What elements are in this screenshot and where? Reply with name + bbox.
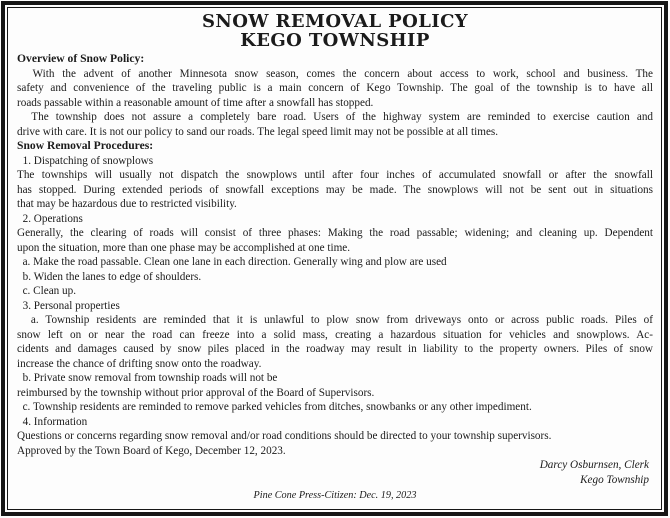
list-item-2c: c. Clean up. [17, 285, 77, 297]
policy-line: that may be hazardous due to restricted visibility. [17, 198, 237, 210]
section-heading-procedures: Snow Removal Procedures: [17, 139, 154, 152]
section-heading-overview: Overview of Snow Policy: [17, 52, 145, 65]
policy-line: upon the situation, more than one phase may be accomplished at one time. [17, 241, 351, 254]
policy-line: has stopped. During extended periods of snowfall exceptions may be made. The snowplows will not be sent out in situations [17, 183, 653, 196]
policy-line: With the advent of another Minnesota snow season, comes the concern about access to work, school and business. The [17, 67, 653, 80]
list-item-3b: b. Private snow removal from township roads will not be [17, 372, 278, 384]
list-item-3c: c. Township residents are reminded to remove parked vehicles from ditches, snowbanks or any other impediment. [17, 401, 532, 413]
notice-inner-border [7, 7, 662, 510]
policy-line: The townships will usually not dispatch the snowplows until after four inches of accumulated snowfall or after the snowfall [17, 169, 653, 181]
list-item-3a: a. Township residents are reminded that it is unlawful to plow snow from driveways onto or across public roads. Piles of [17, 314, 653, 326]
list-item-2b: b. Widen the lanes to edge of shoulders. [17, 270, 202, 283]
policy-line: snow left on or near the road can freeze into a solid mass, creating a hazardous situation for vehicles and snowplows. Ac- [17, 328, 653, 341]
policy-line: The township does not assure a completely bare road. Users of the highway system are reminded to exercise caution and [17, 111, 654, 123]
publication-credit: Pine Cone Press-Citizen: Dec. 19, 2023 [253, 490, 417, 501]
policy-line: Generally, the clearing of roads will consist of three phases: Making the road passable; widening; and cleaning up. Dependent [17, 227, 653, 239]
notice-title-line-1: SNOW REMOVAL POLICY [201, 11, 469, 32]
policy-line: reimbursed by the township without prior approval of the Board of Supervisors. [17, 386, 375, 399]
list-item-3: 3. Personal properties [17, 299, 120, 312]
policy-line: increase the chance of drifting snow onto the roadway. [17, 357, 262, 370]
policy-line: safety and convenience of the traveling public is a main concern of Kego Township. The goal of the township is to have all [17, 82, 653, 94]
approval-line: Approved by the Town Board of Kego, December 12, 2023. [17, 444, 286, 457]
notice-outer-border [1, 1, 668, 516]
policy-body [17, 52, 653, 503]
list-item-2a: a. Make the road passable. Clean one lane in each direction. Generally wing and plow are used [17, 256, 447, 268]
signature-township: Kego Township [580, 473, 649, 486]
policy-line: cidents and damages caused by snow piles placed in the roadway may result in liability to the property owners. Piles of snow [17, 343, 653, 355]
policy-line: roads passable within a reasonable amount of time after a snowfall has stopped. [17, 96, 374, 109]
list-item-1: 1. Dispatching of snowplows [17, 154, 154, 167]
notice-title-line-2: KEGO TOWNSHIP [240, 30, 430, 51]
notice-title [17, 10, 653, 50]
list-item-2: 2. Operations [17, 212, 83, 225]
signature-clerk: Darcy Osburnsen, Clerk [539, 459, 649, 471]
policy-line: Questions or concerns regarding snow removal and/or road conditions should be directed to your township supervisors. [17, 430, 552, 442]
policy-line: drive with care. It is not our policy to sand our roads. The legal speed limit may not be possible at all times. [17, 125, 499, 138]
list-item-4: 4. Information [17, 415, 88, 428]
